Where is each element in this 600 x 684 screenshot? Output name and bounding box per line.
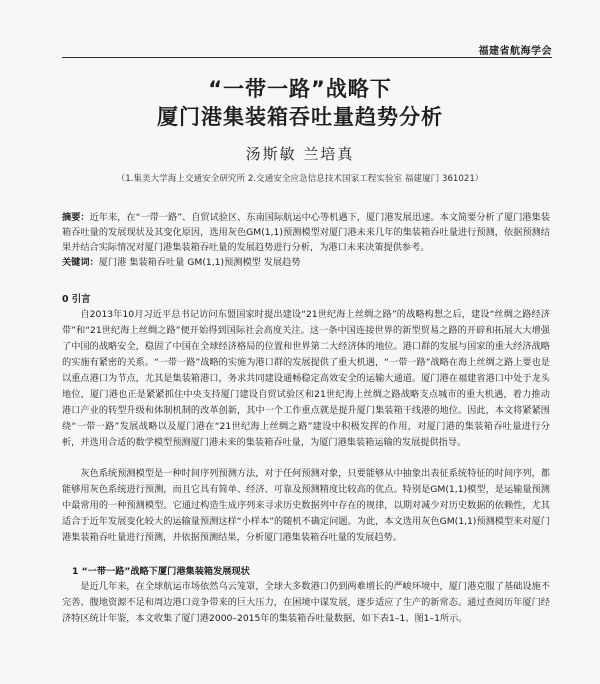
keywords xyxy=(62,255,550,270)
keywords-text: 厦门港 集装箱吞吐量 GM(1,1)预测模型 发展趋势 xyxy=(98,257,301,268)
abstract-text: 近年来，在“一带一路”、自贸试验区、东南国际航运中心等机遇下，厦门港发展迅速。本文简要分析了厦门港集装箱吞吐量的发展现状及其变化原因，选用灰色GM(1,1)预测模型对厦门港未来几年的集装箱吞吐量进行预测，依据预测结果并结合实际情况对厦门港集装箱吞吐量的发展趋势进行分析，为港口未来决策提供参考。 xyxy=(62,212,550,253)
abstract-label: 摘要： xyxy=(62,212,90,223)
author-names: 汤斯敏 兰培真 xyxy=(245,145,355,163)
body-paragraph-1: 自2013年10月习近平总书记访问东盟国家时提出建设“21世纪海上丝绸之路”的战略构想之后，建设“丝绸之路经济带”和“21世纪海上丝绸之路”便开始得到国际社会高度关注。这一条中国连接世界的新型贸易之路的开辟和拓展大大增强了中国的战略安全，稳固了中国在全球经济格局的位置和世界第二大经济体的地位。港口群的发展与国家的重大经济战略的实施有紧密的关系。“一带一路”战略的实施为港口群的发展提供了重大机遇，“一带一路”战略在海上丝绸之路上要也是以重点港口为节点，尤其是集装箱港口，务求共同建设通畅稳定高效安全的运输大通道。厦门港在福建省港口中处于龙头地位，厦门港也正是紧紧抓住中央支持厦门建设自贸试验区和21世纪海上丝绸之路战略支点城市的重大机遇，着力推动港口产业的转型升级和体制机制的改革创新，其中一个工作重点就是提升厦门集装箱干线港的地位。因此，本文将紧紧围绕“一带一路”发展战略以及厦门港在“21世纪海上丝绸之路”建设中积极发挥的作用，对厦门港的集装箱吞吐量进行分析，并选用合适的数学模型预测厦门港未来的集装箱吞吐量，为厦门港集装箱运输的发展提供指导。 xyxy=(62,309,550,448)
section-heading-intro: 0 引言 xyxy=(62,294,91,305)
header-rule xyxy=(62,57,552,58)
paper-title-line1: “一带一路”战略下 xyxy=(208,77,392,101)
author-affiliation: （1.集美大学海上交通安全研究所 2.交通安全应急信息技术国家工程实验室 福建厦门 361021） xyxy=(116,174,484,184)
body-paragraph-3: 是近几年来，在全球航运市场依然乌云笼罩，全球大多数港口仍到两难增长的严峻环境中，厦门港克服了基础设施不完善、腹地资源不足和周边港口竞争带来的巨大压力，在困境中谋发展，逐步适应了生产的新常态。通过查阅历年厦门经济特区统计年鉴，本文收集了厦门港2000–2015年的集装箱吞吐量数据，如下表1–1、图1–1所示。 xyxy=(62,581,550,624)
abstract xyxy=(62,210,550,255)
paper-title-line2: 厦门港集装箱吞吐量趋势分析 xyxy=(157,105,443,129)
keywords-label: 关键词： xyxy=(62,257,99,268)
section-heading-1: 1 “一带一路”战略下厦门港集装箱发展现状 xyxy=(72,566,250,577)
journal-header: 福建省航海学会 xyxy=(478,46,552,57)
body-paragraph-2: 灰色系统预测模型是一种时间序列预测方法，对于任何预测对象，只要能够从中抽象出表征系统特征的时间序列，都能够用灰色系统进行预测，而且它具有简单、经济、可靠及预测精度比较高的优点。特别是GM(1,1)模型，是运输量预测中最常用的一种预测模型。它通过构造生成序列来寻求历史数据列中存在的规律，以期对减少对历史数据的依赖性，尤其适合于近年发展变化较大的运输量预测这样“小样本”的随机不确定问题。为此，本文选用灰色GM(1,1)预测模型来对厦门港集装箱吞吐量进行预测，并依据预测结果，分析厦门港集装箱吞吐量的发展趋势。 xyxy=(62,468,550,543)
